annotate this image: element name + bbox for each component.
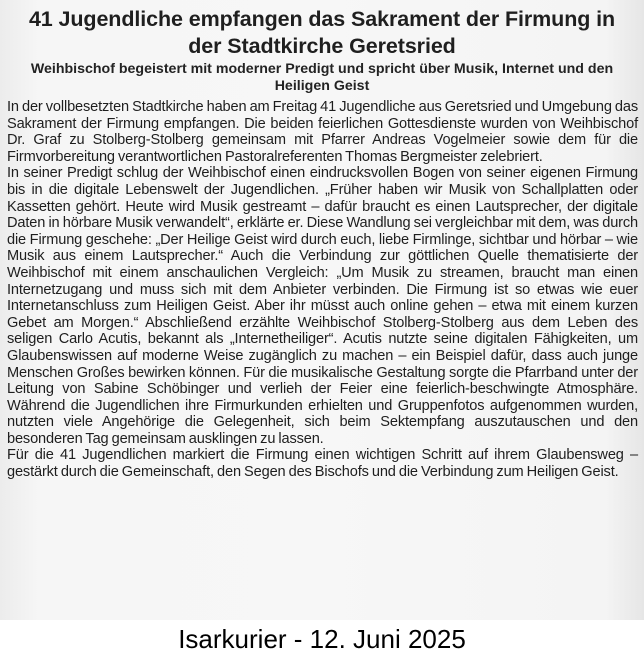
source-caption: Isarkurier - 12. Juni 2025 xyxy=(178,624,466,654)
article-paragraph: In der vollbesetzten Stadtkirche haben am Freitag 41 Jugendliche aus Geretsried und Umgebung das Sakrament der Firmung empfangen. Die beiden feierlichen Gottesdienste wurden von Weihbischof Dr. Graf zu Stolberg-Stolberg gemeinsam mit Pfarrer Andreas Vogelmeier sowie dem für die Firmvorbereitung verantwortlichen Pastoralreferenten Thomas Bergmeister zelebriert. xyxy=(7,99,638,165)
article-paragraph: Für die 41 Jugendlichen markiert die Firmung einen wichtigen Schritt auf ihrem Glaubensweg – gestärkt durch die Gemeinschaft, den Segen des Bischofs und die Verbindung zum Heiligen Geist. xyxy=(7,447,638,481)
article-headline: 41 Jugendliche empfangen das Sakrament der Firmung in der Stadtkirche Geretsried xyxy=(28,7,616,58)
article-body xyxy=(7,99,638,481)
article-paragraph: In seiner Predigt schlug der Weihbischof einen eindrucksvollen Bogen von seiner eigenen Firmung bis in die digitale Lebenswelt der Jugendlichen. „Früher haben wir Musik von Schallplatten oder Kassetten gehört. Heute wird Musik gestreamt – dafür braucht es einen Lautsprecher, der digitale Daten in hörbare Musik verwandelt“, erklärte er. Diese Wandlung sei vergleichbar mit dem, was durch die Firmung geschehe: „Der Heilige Geist wird durch euch, liebe Firmlinge, sichtbar und hörbar – wie Musik aus einem Lautsprecher.“ Auch die Verbindung zur göttlichen Quelle thematisierte der Weihbischof mit einem anschaulichen Vergleich: „Um Musik zu streamen, braucht man einen Internetzugang und muss sich mit dem Anbieter verbinden. Die Firmung ist so etwas wie euer Internetanschluss zum Heiligen Geist. Aber ihr müsst auch online gehen – etwa mit einem kurzen Gebet am Morgen.“ Abschließend erzählte Weihbischof Stolberg-Stolberg aus dem Leben des seligen Carlo Acutis, bekannt als „Internetheiliger“. Acutis nutzte seine digitalen Fähigkeiten, um Glaubenswissen auf moderne Weise zugänglich zu machen – ein Beispiel dafür, dass auch junge Menschen Großes bewirken können. Für die musikalische Gestaltung sorgte die Pfarrband unter der Leitung von Sabine Schöbinger und verlieh der Feier eine feierlich-beschwingte Atmosphäre. Während die Jugendlichen ihre Firmurkunden erhielten und Gruppenfotos aufgenommen wurden, nutzten viele Angehörige die Gelegenheit, sich beim Sektempfang auszutauschen und den besonderen Tag gemeinsam ausklingen zu lassen. xyxy=(7,165,638,447)
article-subheadline: Weihbischof begeistert mit moderner Predigt und spricht über Musik, Internet und den Heiligen Geist xyxy=(30,61,614,94)
